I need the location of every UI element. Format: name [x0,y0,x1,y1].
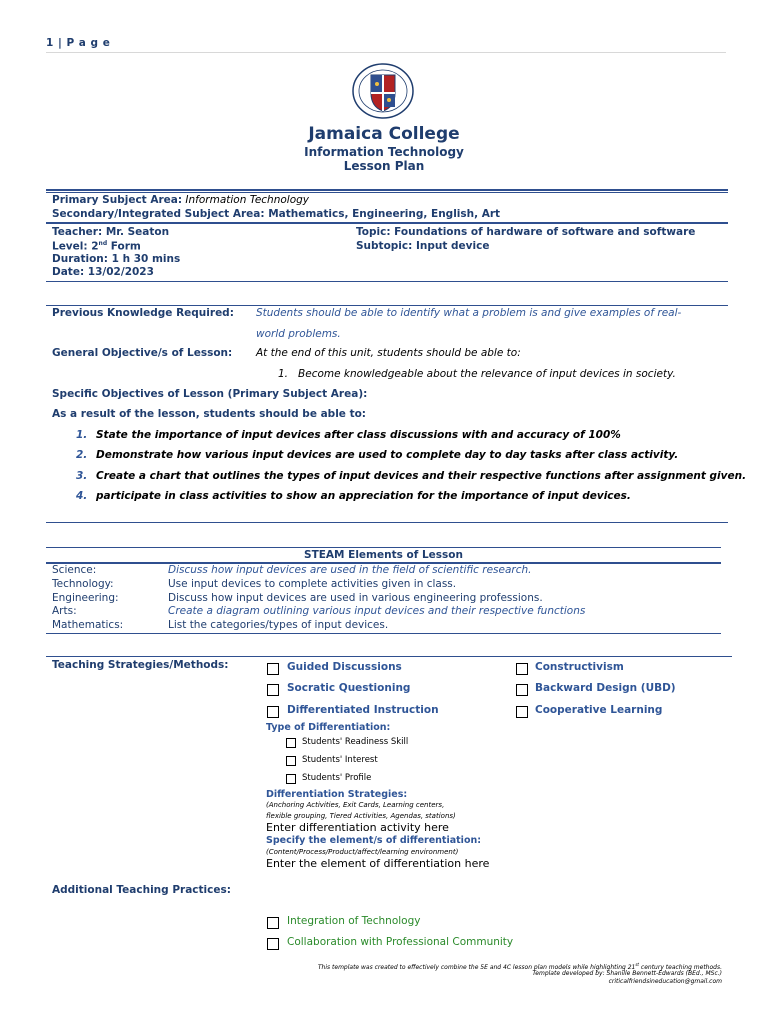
backward-design-checkbox[interactable] [516,684,528,696]
guided-discussions-label: Guided Discussions [287,661,402,673]
element-of-differentiation-hint: (Content/Process/Product/affect/learning environment) [266,848,459,856]
specific-objectives-label: Specific Objectives of Lesson (Primary Subject Area): [52,388,368,400]
steam-bottom-rule [46,633,721,634]
constructivism-checkbox[interactable] [516,663,528,675]
secondary-subject-value: Mathematics, Engineering, English, Art [268,208,501,220]
teaching-strategies-label: Teaching Strategies/Methods: [52,659,229,671]
constructivism-label: Constructivism [535,661,624,673]
cooperative-learning-checkbox[interactable] [516,706,528,718]
footer-note: This template was created to effectively combine the 5E and 4C lesson plan models while highlighting 21st century teaching methods. [317,962,722,971]
specific-objective-item: 4. participate in class activities to show an appreciation for the importance of input devices. [76,490,631,502]
steam-title: STEAM Elements of Lesson [304,549,463,561]
differentiation-activity-field[interactable]: Enter differentiation activity here [266,821,449,834]
readiness-skill-label: Students' Readiness Skill [302,737,409,747]
professional-community-label: Collaboration with Professional Community [287,936,514,948]
date: Date: 13/02/2023 [52,266,154,278]
subtopic: Subtopic: Input device [356,240,490,252]
college-title: Jamaica College [308,124,460,144]
steam-text-engineering: Discuss how input devices are used in various engineering professions. [168,592,543,604]
backward-design-label: Backward Design (UBD) [535,682,676,694]
steam-text-science: Discuss how input devices are used in the field of scientific research. [168,564,532,576]
section-rule [46,189,728,191]
readiness-skill-checkbox[interactable] [286,738,296,748]
differentiated-instruction-checkbox[interactable] [267,706,279,718]
teacher: Teacher: Mr. Seaton [52,226,170,238]
general-objective-item: 1. Become knowledgeable about the relevance of input devices in society. [278,368,676,380]
steam-text-mathematics: List the categories/types of input devices. [168,619,389,631]
element-of-differentiation-label: Specify the element/s of differentiation: [266,835,482,846]
primary-subject-row [52,194,309,206]
footer-email: criticalfriendsineducation@gmail.com [608,978,722,985]
page-number: 1 | P a g e [46,37,111,49]
previous-knowledge-label: Previous Knowledge Required: [52,307,234,319]
section-rule [46,522,728,523]
specific-objective-item: 3. Create a chart that outlines the types of input devices and their respective functions after assignment given. [76,470,747,482]
socratic-questioning-label: Socratic Questioning [287,682,411,694]
general-objective-value: At the end of this unit, students should be able to: [256,347,521,359]
student-interest-checkbox[interactable] [286,756,296,766]
section-rule [46,281,728,282]
document-type: Lesson Plan [343,159,425,173]
section-rule [46,305,728,306]
steam-label-technology: Technology: [52,578,114,590]
section-rule [46,192,728,193]
college-crest-logo [351,63,415,119]
steam-label-engineering: Engineering: [52,592,119,604]
section-rule [46,222,728,224]
type-of-differentiation-label: Type of Differentiation: [266,722,391,733]
steam-label-mathematics: Mathematics: [52,619,124,631]
professional-community-checkbox[interactable] [267,938,279,950]
additional-practices-label: Additional Teaching Practices: [52,884,231,896]
specific-objective-item: 2. Demonstrate how various input devices are used to complete day to day tasks after class activity. [76,449,679,461]
integration-technology-label: Integration of Technology [287,915,421,927]
section-rule [46,656,732,657]
subject-title: Information Technology [304,145,464,159]
previous-knowledge-line1: Students should be able to identify what a problem is and give examples of real- [256,307,682,319]
socratic-questioning-checkbox[interactable] [267,684,279,696]
student-profile-checkbox[interactable] [286,774,296,784]
topic: Topic: Foundations of hardware of software and software [356,226,696,238]
differentiation-strategies-label: Differentiation Strategies: [266,789,408,800]
differentiation-strategies-hint: (Anchoring Activities, Exit Cards, Learning centers, [266,801,445,809]
differentiation-strategies-hint: flexible grouping, Tiered Activities, Agendas, stations) [266,812,456,820]
student-profile-label: Students' Profile [302,773,372,783]
secondary-subject-label: Secondary/Integrated Subject Area: [52,208,265,220]
footer-author: Template developed by: Shanille Bennett-Edwards (BEd., MSc.) [532,970,722,977]
differentiated-instruction-label: Differentiated Instruction [287,704,439,716]
student-interest-label: Students' Interest [302,755,378,765]
level: Level: 2nd Form [52,240,141,253]
element-of-differentiation-field[interactable]: Enter the element of differentiation here [266,857,490,870]
secondary-subject-row [52,208,500,220]
steam-label-arts: Arts: [52,605,77,617]
integration-technology-checkbox[interactable] [267,917,279,929]
steam-text-technology: Use input devices to complete activities given in class. [168,578,457,590]
cooperative-learning-label: Cooperative Learning [535,704,663,716]
duration: Duration: 1 h 30 mins [52,253,181,265]
specific-objectives-intro: As a result of the lesson, students should be able to: [52,408,367,420]
steam-text-arts: Create a diagram outlining various input devices and their respective functions [168,605,586,617]
general-objective-label: General Objective/s of Lesson: [52,347,233,359]
steam-top-rule [46,547,721,548]
previous-knowledge-line2: world problems. [256,328,341,340]
header-rule [46,52,726,53]
steam-label-science: Science: [52,564,97,576]
primary-subject-value: Information Technology [185,194,310,206]
specific-objective-item: 1. State the importance of input devices after class discussions with and accuracy of 100% [76,429,621,441]
guided-discussions-checkbox[interactable] [267,663,279,675]
primary-subject-label: Primary Subject Area: [52,194,183,206]
